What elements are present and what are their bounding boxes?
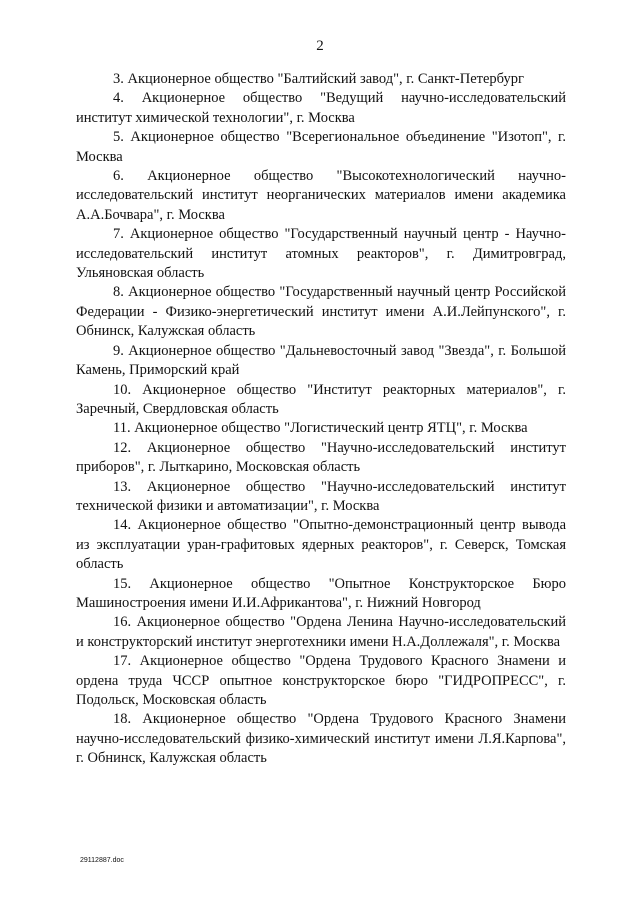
list-item: 18. Акционерное общество "Ордена Трудового Красного Знамени научно-исследовательский физико-химический институт имени Л.Я.Карпова", г. Обнинск, Калужская область xyxy=(76,711,566,767)
list-item: 15. Акционерное общество "Опытное Конструкторское Бюро Машиностроения имени И.И.Африкантова", г. Нижний Новгород xyxy=(76,575,566,611)
list-item: 9. Акционерное общество "Дальневосточный завод "Звезда", г. Большой Камень, Приморский край xyxy=(76,342,566,379)
list-item: 13. Акционерное общество "Научно-исследовательский институт технической физики и автоматизации", г. Москва xyxy=(76,478,566,514)
list-item: 3. Акционерное общество "Балтийский завод", г. Санкт-Петербург xyxy=(113,71,524,87)
organization-list xyxy=(76,70,566,769)
list-item: 8. Акционерное общество "Государственный научный центр Российской Федерации - Физико-энергетический институт имени А.И.Лейпунского", г. Обнинск, Калужская область xyxy=(76,284,566,340)
list-item: 10. Акционерное общество "Институт реакторных материалов", г. Заречный, Свердловская область xyxy=(76,381,566,417)
list-item: 17. Акционерное общество "Ордена Трудового Красного Знамени и ордена труда ЧССР опытное конструкторское бюро "ГИДРОПРЕСС", г. Подольск, Московская область xyxy=(76,653,566,708)
document-code: 29112887.doc xyxy=(80,857,124,864)
page-number: 2 xyxy=(316,38,324,54)
list-item: 6. Акционерное общество "Высокотехнологический научно-исследовательский институт неорганических материалов имени академика А.А.Бочвара", г. Москва xyxy=(76,168,566,223)
list-item: 5. Акционерное общество "Всерегиональное объединение "Изотоп", г. Москва xyxy=(76,129,566,165)
list-item: 14. Акционерное общество "Опытно-демонстрационный центр вывода из эксплуатации уран-графитовых ядерных реакторов", г. Северск, Томская область xyxy=(76,517,566,573)
list-item: 7. Акционерное общество "Государственный научный центр - Научно-исследовательский институт атомных реакторов", г. Димитровград, Ульяновская область xyxy=(76,226,566,282)
list-item: 16. Акционерное общество "Ордена Ленина Научно-исследовательский и конструкторский институт энерготехники имени Н.А.Доллежаля", г. Москва xyxy=(76,614,566,650)
list-item: 11. Акционерное общество "Логистический центр ЯТЦ", г. Москва xyxy=(113,420,528,437)
list-item: 4. Акционерное общество "Ведущий научно-исследовательский институт химической технологии", г. Москва xyxy=(76,90,566,126)
list-item: 12. Акционерное общество "Научно-исследовательский институт приборов", г. Лыткарино, Московская область xyxy=(76,439,566,476)
